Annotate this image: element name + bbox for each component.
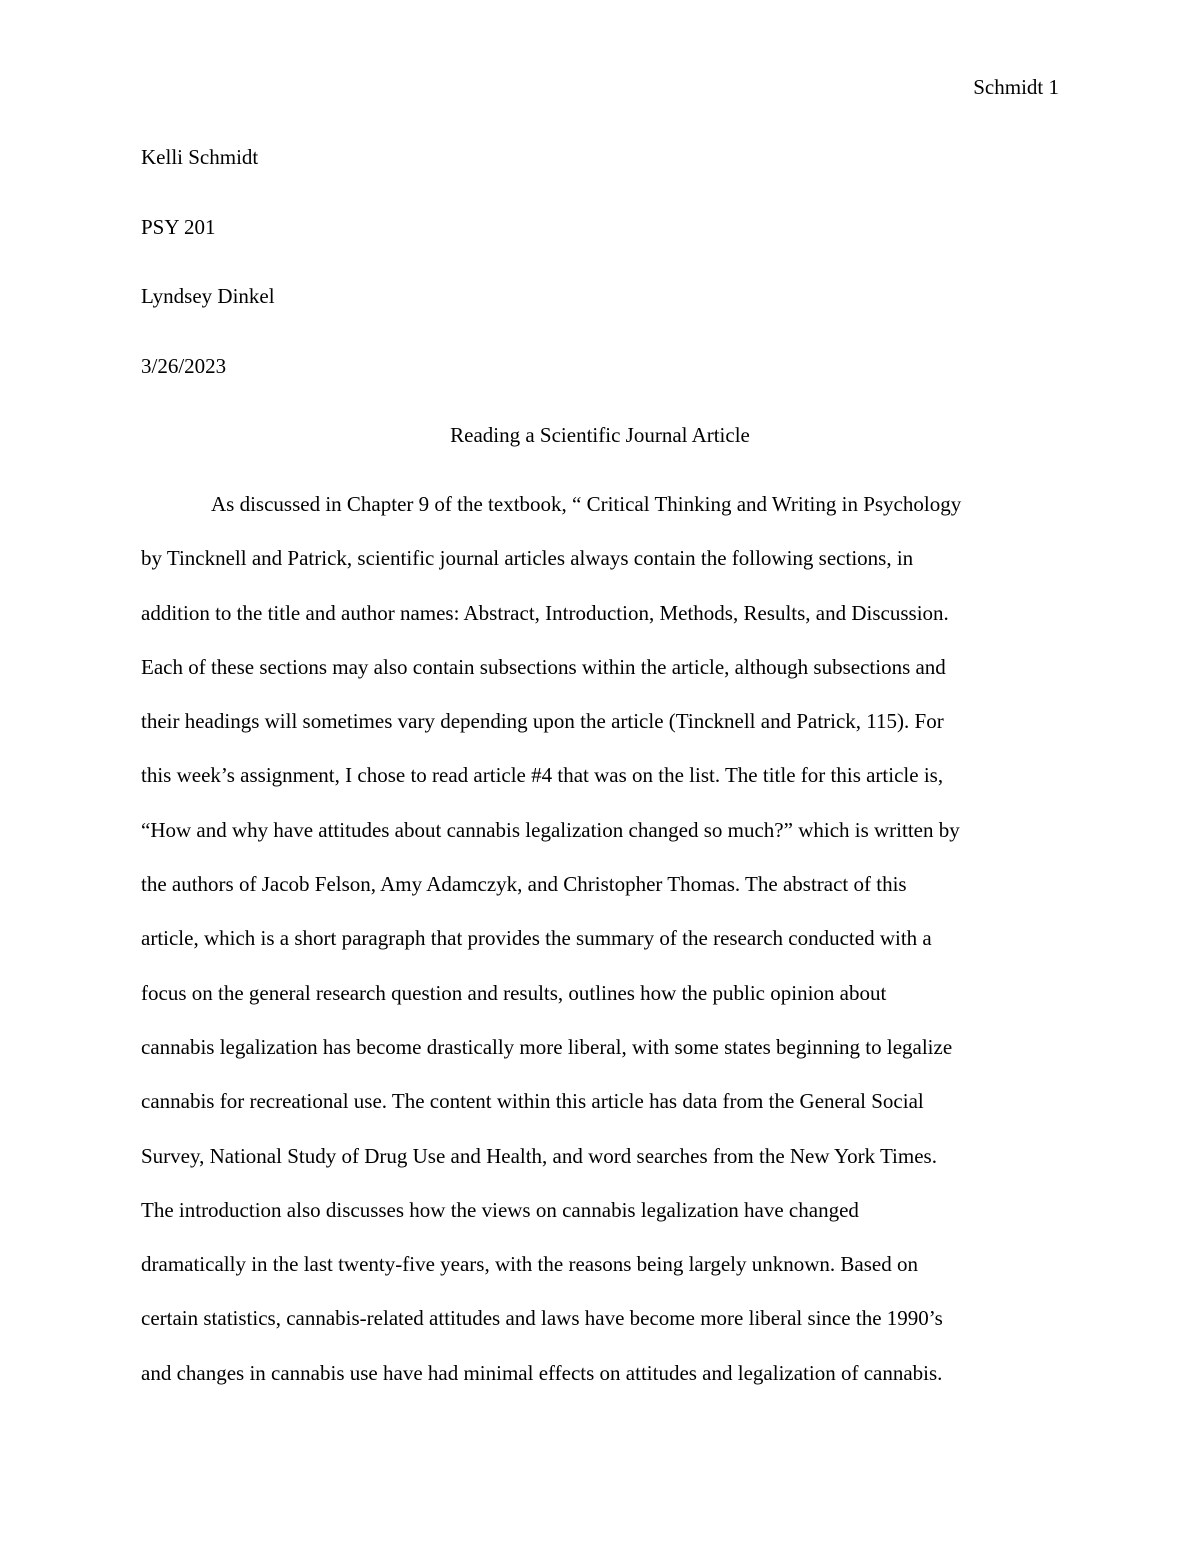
body-line: and changes in cannabis use have had minimal effects on attitudes and legalization of cannabis.	[141, 1360, 943, 1385]
body-line: dramatically in the last twenty-five years, with the reasons being largely unknown. Based on	[141, 1252, 918, 1277]
body-line: The introduction also discusses how the views on cannabis legalization have changed	[141, 1197, 859, 1222]
mla-heading	[141, 143, 1059, 421]
body-line: addition to the title and author names: Abstract, Introduction, Methods, Results, and Discussion.	[141, 600, 949, 625]
body-line: by Tincknell and Patrick, scientific journal articles always contain the following sections, in	[141, 546, 914, 571]
body-line: cannabis for recreational use. The content within this article has data from the General Social	[141, 1089, 924, 1114]
running-head: Schmidt 1	[973, 75, 1059, 99]
body-line: cannabis legalization has become drastically more liberal, with some states beginning to legalize	[141, 1034, 953, 1059]
body-line: their headings will sometimes vary depending upon the article (Tincknell and Patrick, 115). For	[141, 709, 944, 734]
body-line: article, which is a short paragraph that provides the summary of the research conducted with a	[141, 926, 932, 951]
body-paragraph	[141, 490, 1059, 1413]
body-line: Each of these sections may also contain subsections within the article, although subsections and	[141, 654, 946, 679]
body-line: As discussed in Chapter 9 of the textbook, “ Critical Thinking and Writing in Psychology	[211, 492, 962, 516]
body-line: “How and why have attitudes about cannabis legalization changed so much?” which is written by	[141, 817, 960, 842]
document-title: Reading a Scientific Journal Article	[450, 423, 750, 447]
body-line: Survey, National Study of Drug Use and Health, and word searches from the New York Times.	[141, 1143, 937, 1168]
body-line: focus on the general research question and results, outlines how the public opinion about	[141, 980, 887, 1005]
document-date: 3/26/2023	[141, 353, 227, 378]
body-line: this week’s assignment, I chose to read article #4 that was on the list. The title for this article is,	[141, 763, 944, 788]
body-line: certain statistics, cannabis-related attitudes and laws have become more liberal since the 1990’s	[141, 1306, 943, 1331]
student-name: Kelli Schmidt	[141, 145, 259, 169]
instructor-name: Lyndsey Dinkel	[141, 284, 275, 309]
body-line: the authors of Jacob Felson, Amy Adamczyk, and Christopher Thomas. The abstract of this	[141, 872, 907, 897]
course-name: PSY 201	[141, 214, 216, 239]
